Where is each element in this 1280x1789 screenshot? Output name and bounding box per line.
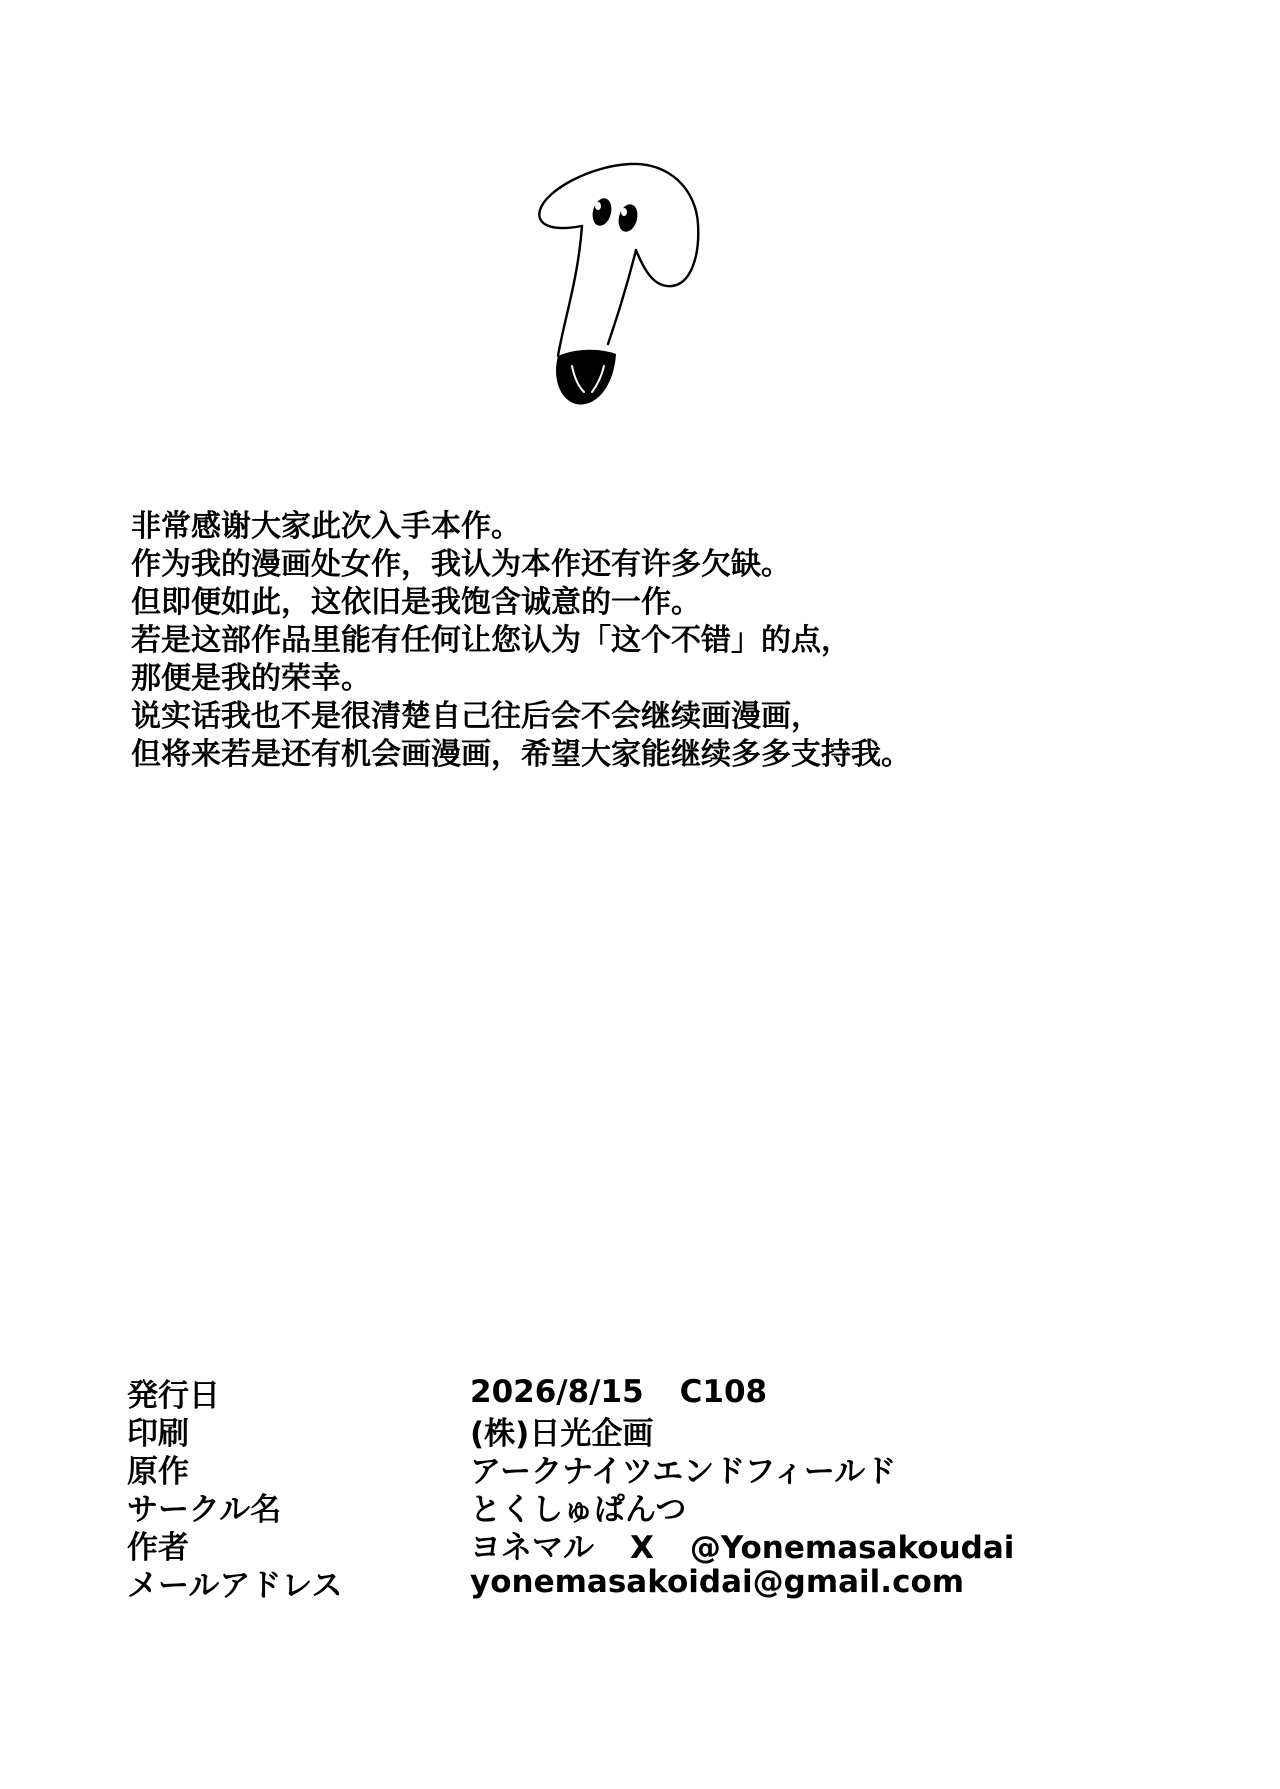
original-work-label: 原作 [127,1453,189,1490]
colophon-row-circle-name [127,1487,1227,1528]
original-work-value: アークナイツエンドフィールド [470,1453,897,1490]
colophon-row-release-date [127,1373,1227,1414]
colophon-row-printing [127,1411,1227,1452]
printing-label: 印刷 [127,1415,189,1452]
x-handle: @Yonemasakoudai [689,1529,1015,1566]
email-label: メールアドレス [127,1567,343,1604]
event-name: C108 [679,1374,768,1410]
dog-doodle-icon [530,160,730,420]
colophon [127,1373,1227,1604]
author-label: 作者 [127,1529,189,1566]
circle-name-value: とくしゅぱんつ [470,1491,687,1528]
message-line: 但将来若是还有机会画漫画，希望大家能继续多多支持我。 [131,737,911,772]
release-date-value [470,1374,1227,1410]
colophon-row-author [127,1525,1227,1566]
release-date: 2026/8/15 [470,1374,644,1410]
message-line: 非常感谢大家此次入手本作。 [131,509,521,544]
colophon-row-original-work [127,1449,1227,1490]
message-line: 但即便如此，这依旧是我饱含诚意的一作。 [131,585,701,620]
author-value [470,1522,1227,1567]
message-line: 那便是我的荣幸。 [131,661,371,696]
message-line: 作为我的漫画处女作，我认为本作还有许多欠缺。 [131,547,791,582]
message-line: 说实话我也不是很清楚自己往后会不会继续画漫画， [131,699,821,734]
colophon-row-email [127,1563,1227,1604]
author-name: ヨネマル [470,1529,594,1566]
printing-value: (株)日光企画 [470,1415,654,1452]
release-date-label: 発行日 [127,1377,220,1414]
message-line: 若是这部作品里能有任何让您认为「这个不错」的点， [131,623,851,658]
x-label: X [630,1529,654,1566]
afterword-message [131,508,1211,774]
email-value: yonemasakoidai@gmail.com [470,1564,965,1600]
circle-name-label: サークル名 [127,1491,282,1528]
